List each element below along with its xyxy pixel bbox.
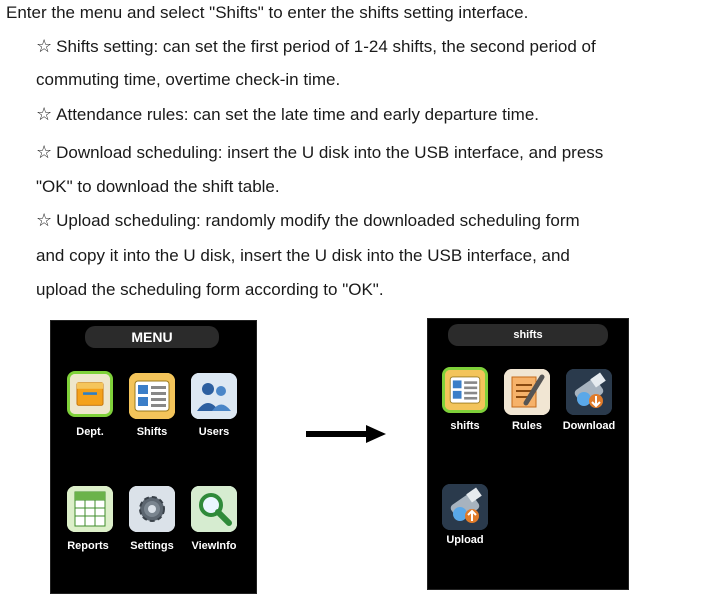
star-bullet-icon: ☆: [36, 36, 53, 57]
settings-label: Settings: [130, 540, 174, 552]
rules-label: Rules: [512, 420, 542, 432]
bullet-upload-scheduling: ☆ Upload scheduling: randomly modify the downloaded scheduling form: [36, 210, 580, 231]
viewinfo-label: ViewInfo: [191, 540, 237, 552]
reports-tile[interactable]: [67, 486, 113, 532]
shifts-tile[interactable]: [129, 373, 175, 419]
users-tile[interactable]: [191, 373, 237, 419]
shifts-screen: [427, 318, 629, 590]
upload-label: Upload: [446, 534, 484, 546]
download-label: Download: [562, 420, 616, 432]
star-bullet-icon: ☆: [36, 210, 53, 231]
download-tile[interactable]: [566, 369, 612, 415]
arrow-right-icon: [306, 425, 386, 443]
settings-gear-icon: [129, 486, 175, 532]
star-bullet-icon: ☆: [36, 142, 53, 163]
intro-line: Enter the menu and select "Shifts" to enter the shifts setting interface.: [6, 3, 529, 22]
reports-spreadsheet-icon: [67, 486, 113, 532]
reports-label: Reports: [67, 540, 109, 552]
bullet-attendance-rules: ☆ Attendance rules: can set the late time and early departure time.: [36, 104, 540, 125]
bullet-upload-scheduling-cont-2: upload the scheduling form according to "OK".: [36, 280, 384, 299]
dept-label: Dept.: [76, 426, 104, 438]
view-info-magnifier-icon: [191, 486, 237, 532]
bullet-shifts-setting-cont: commuting time, overtime check-in time.: [36, 70, 341, 89]
bullet-shifts-setting: ☆ Shifts setting: can set the first period of 1-24 shifts, the second period of: [36, 36, 596, 57]
dept-tile[interactable]: [67, 371, 113, 417]
shifts-card-icon: [129, 373, 175, 419]
bullet-upload-scheduling-cont-1: and copy it into the U disk, insert the U disk into the USB interface, and: [36, 246, 570, 265]
users-label: Users: [198, 426, 230, 438]
shifts-card-icon: [445, 370, 485, 410]
menu-title-bar: MENU: [85, 326, 219, 348]
viewinfo-tile[interactable]: [191, 486, 237, 532]
rules-tile[interactable]: [504, 369, 550, 415]
download-usb-icon: [566, 369, 612, 415]
users-icon: [191, 373, 237, 419]
upload-usb-icon: [442, 484, 488, 530]
bullet-download-scheduling-cont: "OK" to download the shift table.: [36, 177, 280, 196]
menu-screen: [50, 320, 257, 594]
shifts-title-bar: shifts: [448, 324, 608, 346]
rules-edit-icon: [504, 369, 550, 415]
bullet-download-scheduling: ☆ Download scheduling: insert the U disk into the USB interface, and press: [36, 142, 604, 163]
shifts-item-label: shifts: [450, 420, 480, 432]
settings-tile[interactable]: [129, 486, 175, 532]
dept-folder-icon: [70, 374, 110, 414]
shifts-label: Shifts: [136, 426, 168, 438]
shifts-tile[interactable]: [442, 367, 488, 413]
upload-tile[interactable]: [442, 484, 488, 530]
star-bullet-icon: ☆: [36, 104, 53, 125]
